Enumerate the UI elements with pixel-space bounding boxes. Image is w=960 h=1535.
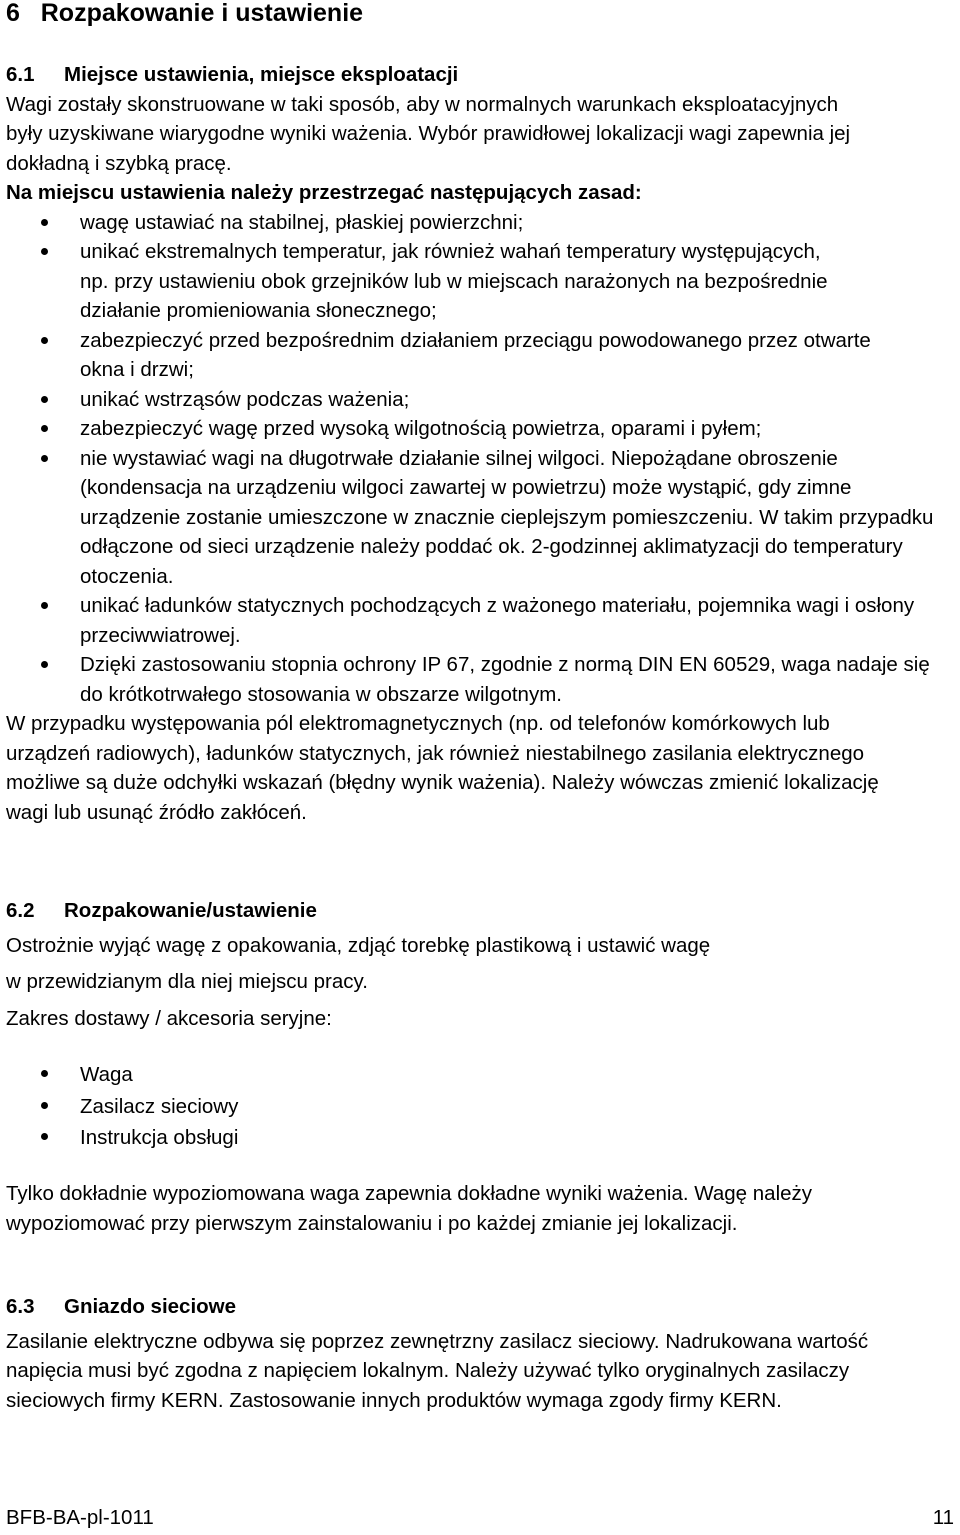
list-item: Instrukcja obsługi [6, 1122, 956, 1154]
list-item: unikać ładunków statycznych pochodzących z ważonego materiału, pojemnika wagi i osłony przeciwwiatrowej. [6, 591, 951, 650]
list-item: Zasilacz sieciowy [6, 1091, 956, 1123]
section-6-1-outro: W przypadku występowania pól elektromagnetycznych (np. od telefonów komórkowych lub urządzeń radiowych), ładunków statycznych, jak również niestabilnego zasilania elektrycznego możliwe są duże odchyłki wskazań (błędny wynik ważenia). Należy wówczas zmienić lokalizację wagi lub usunąć źródło zakłóceń. [6, 712, 879, 824]
section-6-1-heading [6, 60, 956, 90]
document-id: BFB-BA-pl-1011 [6, 1506, 154, 1529]
section-6-2-number: 6.2 [6, 899, 35, 922]
section-6-2-line-1: Ostrożnie wyjąć wagę z opakowania, zdjąć torebkę plastikową i ustawić wagę [6, 934, 711, 957]
section-6-1-number: 6.1 [6, 63, 35, 86]
section-6-1-rules-heading: Na miejscu ustawienia należy przestrzegać następujących zasad: [6, 181, 642, 204]
bullet-icon [41, 425, 48, 432]
scope-list [6, 1059, 956, 1154]
section-6-3 [6, 1292, 956, 1415]
scope-label: Zakres dostawy / akcesoria seryjne: [6, 1007, 332, 1030]
bullet-icon [41, 455, 48, 462]
section-6-2-heading [6, 896, 956, 926]
section-6-3-title: Gniazdo sieciowe [64, 1295, 237, 1318]
bullet-icon [41, 1133, 48, 1140]
section-6-title: 6 Rozpakowanie i ustawienie [6, 0, 364, 27]
list-item: nie wystawiać wagi na długotrwałe działanie silnej wilgoci. Niepożądane obroszenie (kondensacja na urządzeniu wilgoci zawartej w powietrzu) może wystąpić, gdy zimne urządzenie zostanie umieszczone w znacznie cieplejszym pomieszczeniu. W takim przypadku odłączone od sieci urządzenie należy poddać ok. 2-godzinnej aklimatyzacji do temperatury otoczenia. [6, 444, 951, 592]
list-item: unikać wstrząsów podczas ważenia; [6, 385, 951, 415]
section-6-2 [6, 896, 956, 926]
list-item: zabezpieczyć przed bezpośrednim działaniem przeciągu powodowanego przez otwarte okna i drzwi; [6, 326, 910, 385]
list-item: wagę ustawiać na stabilnej, płaskiej powierzchni; [6, 208, 951, 238]
section-6-1-intro: Wagi zostały skonstruowane w taki sposób, aby w normalnych warunkach eksploatacyjnych były uzyskiwane wiarygodne wyniki ważenia. Wybór prawidłowej lokalizacji wagi zapewnia jej dokładną i szybką pracę. [6, 92, 851, 175]
section-6-3-heading [6, 1292, 956, 1322]
level-note: Tylko dokładnie wypoziomowana waga zapewnia dokładne wyniki ważenia. Wagę należy wypoziomować przy pierwszym zainstalowaniu i po każdej zmianie jej lokalizacji. [6, 1182, 813, 1235]
list-item: zabezpieczyć wagę przed wysoką wilgotnością powietrza, oparami i pyłem; [6, 414, 951, 444]
bullet-icon [41, 248, 48, 255]
bullet-icon [41, 396, 48, 403]
section-6-3-text: Zasilanie elektryczne odbywa się poprzez zewnętrzny zasilacz sieciowy. Nadrukowana wartość napięcia musi być zgodna z napięciem lokalnym. Należy używać tylko oryginalnych zasilaczy sieciowych firmy KERN. Zastosowanie innych produktów wymaga zgody firmy KERN. [6, 1329, 869, 1412]
section-6-1-title: Miejsce ustawienia, miejsce eksploatacji [64, 63, 459, 86]
section-6-2-title: Rozpakowanie/ustawienie [64, 899, 317, 922]
bullet-icon [41, 219, 48, 226]
bullet-icon [41, 661, 48, 668]
section-6-1-bullet-list [6, 208, 951, 710]
list-item: Dzięki zastosowaniu stopnia ochrony IP 67, zgodnie z normą DIN EN 60529, waga nadaje się do krótkotrwałego stosowania w obszarze wilgotnym. [6, 650, 950, 709]
list-item: Waga [6, 1059, 956, 1091]
bullet-icon [41, 1102, 48, 1109]
page-footer [6, 1503, 954, 1532]
bullet-icon [41, 1070, 48, 1077]
section-6-1 [6, 60, 956, 827]
bullet-icon [41, 337, 48, 344]
section-6-2-line-2: w przewidzianym dla niej miejscu pracy. [6, 970, 368, 993]
list-item: unikać ekstremalnych temperatur, jak również wahań temperatury występujących, np. przy ustawieniu obok grzejników lub w miejscach narażonych na bezpośrednie działanie promieniowania słonecznego; [6, 237, 840, 326]
section-6-3-number: 6.3 [6, 1295, 35, 1318]
bullet-icon [41, 602, 48, 609]
page-number: 11 [932, 1506, 954, 1529]
